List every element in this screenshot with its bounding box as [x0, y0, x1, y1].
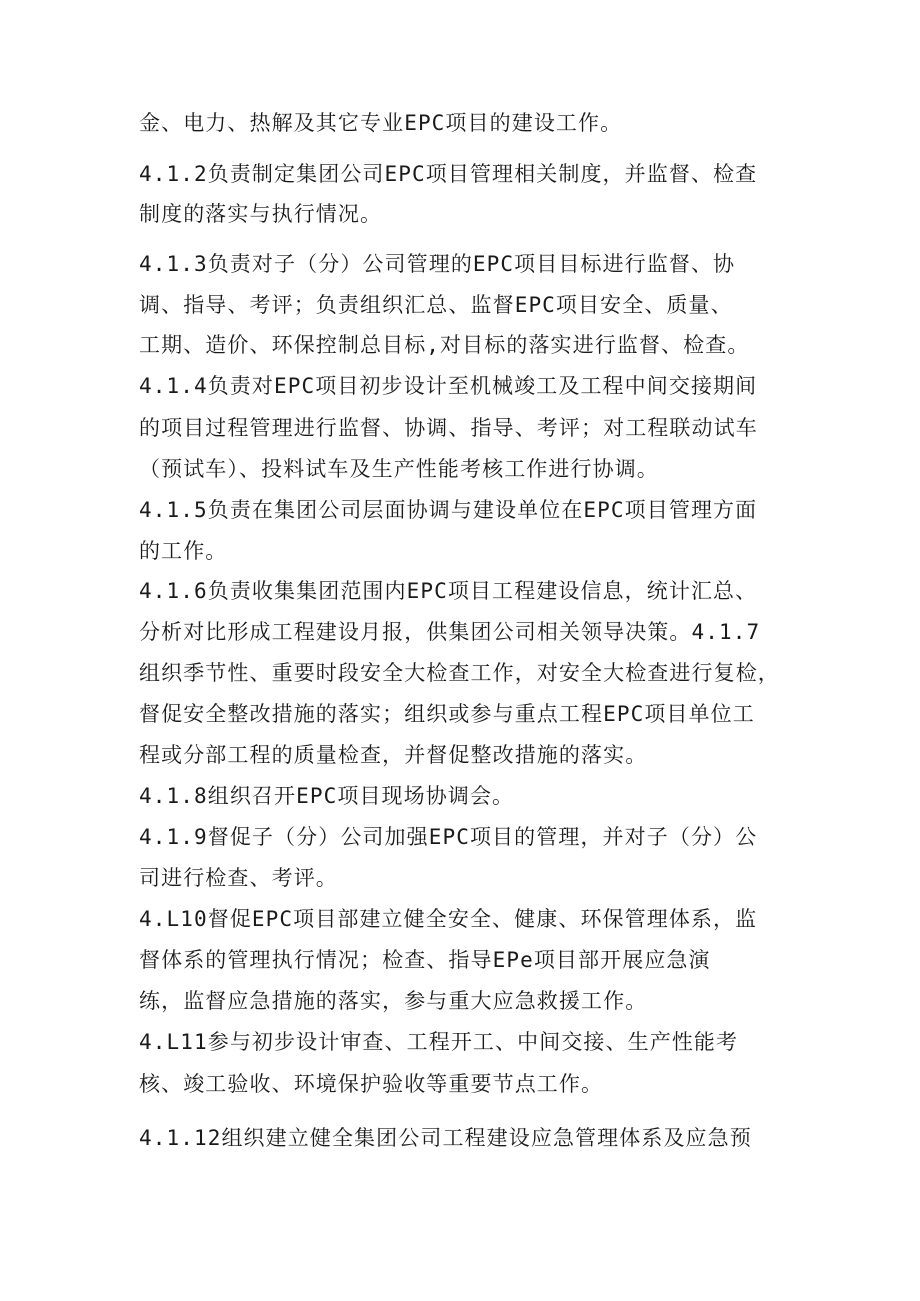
text-line: 4.1.8组织召开EPC项目现场协调会。 [139, 784, 515, 808]
text-line: 4.1.12组织建立健全集团公司工程建设应急管理体系及应急预 [139, 1126, 752, 1150]
text-line: 练，监督应急措施的落实，参与重大应急救援工作。 [139, 989, 648, 1013]
text-line: 4.L10督促EPC项目部建立健全安全、健康、环保管理体系，监 [139, 907, 758, 931]
text-line: 组织季节性、重要时段安全大检查工作，对安全大检查进行复检， [139, 661, 780, 685]
text-line: 4.1.4负责对EPC项目初步设计至机械竣工及工程中间交接期间 [139, 374, 758, 398]
text-line: 核、竣工验收、环境保护验收等重要节点工作。 [139, 1072, 604, 1096]
text-line: 督体系的管理执行情况；检查、指导EPe项目部开展应急演 [139, 948, 711, 972]
text-line: 工期、造价、环保控制总目标,对目标的落实进行监督、检查。 [139, 333, 750, 357]
text-line: 督促安全整改措施的落实；组织或参与重点工程EPC项目单位工 [139, 702, 755, 726]
text-line: 调、指导、考评；负责组织汇总、监督EPC项目安全、质量、 [139, 293, 733, 317]
text-line: 司进行检查、考评。 [139, 866, 338, 890]
text-line: 分析对比形成工程建设月报，供集团公司相关领导决策。4.1.7 [139, 620, 761, 644]
text-line: 程或分部工程的质量检查，并督促整改措施的落实。 [139, 743, 648, 767]
text-line: 4.1.5负责在集团公司层面协调与建设单位在EPC项目管理方面 [139, 498, 758, 522]
text-line: 制度的落实与执行情况。 [139, 202, 383, 226]
text-line: 的项目过程管理进行监督、协调、指导、考评；对工程联动试车 [139, 416, 758, 440]
text-line: （预试车）、投料试车及生产性能考核工作进行协调。 [139, 457, 659, 481]
text-line: 4.1.6负责收集集团范围内EPC项目工程建设信息，统计汇总、 [139, 579, 758, 603]
text-line: 的工作。 [139, 539, 228, 563]
text-line: 4.1.2负责制定集团公司EPC项目管理相关制度，并监督、检查 [139, 162, 758, 186]
text-line: 4.L11参与初步设计审查、工程开工、中间交接、生产性能考 [139, 1030, 739, 1054]
text-line: 4.1.9督促子（分）公司加强EPC项目的管理，并对子（分）公 [139, 825, 758, 849]
text-line: 金、电力、热解及其它专业EPC项目的建设工作。 [139, 111, 623, 135]
text-line: 4.1.3负责对子（分）公司管理的EPC项目目标进行监督、协 [139, 252, 736, 276]
